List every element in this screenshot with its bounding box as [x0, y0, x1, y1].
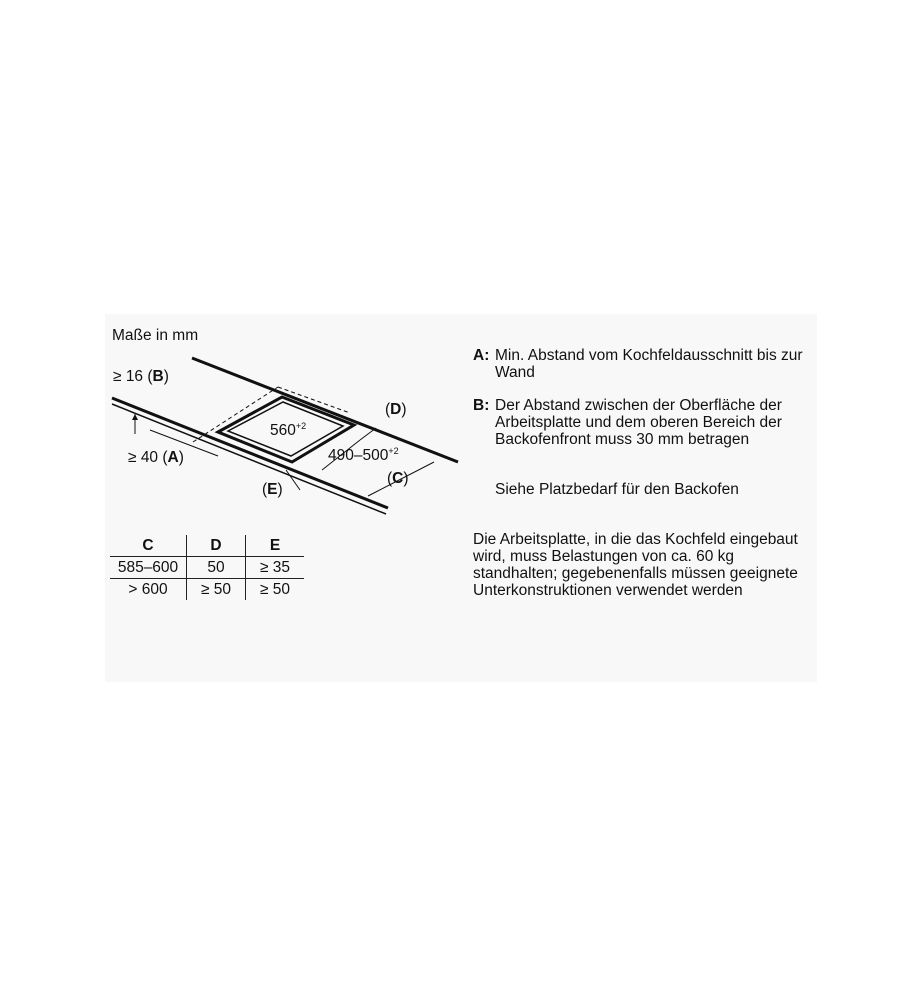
label-b: ≥ 16 (B) — [113, 368, 169, 385]
legend-text-b: Der Abstand zwischen der Oberfläche der Arbeitsplatte und dem oberen Bereich der Backofenfront muss 30 mm betragen — [495, 397, 782, 448]
label-b-letter: B — [152, 368, 164, 385]
note-oven: Siehe Platzbedarf für den Backofen — [495, 481, 739, 498]
depth-tolerance: +2 — [388, 445, 399, 456]
label-depth — [328, 447, 399, 464]
label-d: (D) — [385, 401, 407, 418]
label-a-letter: A — [167, 449, 179, 466]
table-cell: > 600 — [128, 580, 168, 598]
dim-b-arrow — [132, 414, 138, 420]
dimensions-table — [110, 535, 304, 600]
label-c: (C) — [387, 470, 409, 487]
label-e: (E) — [262, 481, 283, 498]
label-e-letter: E — [267, 481, 278, 498]
table-cell: ≥ 50 — [187, 579, 246, 601]
width-tolerance: +2 — [295, 420, 307, 431]
table-cell: 50 — [187, 557, 246, 579]
diagram-title: Maße in mm — [112, 327, 199, 344]
table-cell: ≥ 35 — [246, 557, 305, 579]
label-width — [270, 422, 306, 439]
table-cell: ≥ 50 — [246, 579, 305, 601]
note-worktop: Die Arbeitsplatte, in die das Kochfeld eingebaut wird, muss Belastungen von ca. 60 kg standhalten; gegebenenfalls müssen geeignete Unterkonstruktionen verwendet werden — [473, 531, 798, 599]
table-header-e: E — [246, 535, 305, 557]
label-d-letter: D — [390, 401, 402, 418]
label-a-value: ≥ 40 — [128, 449, 159, 466]
table-header-d: D — [187, 535, 246, 557]
table-header-row — [110, 535, 304, 557]
legend-text-a: Min. Abstand vom Kochfeldausschnitt bis zur Wand — [495, 347, 803, 381]
width-value: 560 — [270, 422, 296, 439]
dim-d-line — [360, 428, 376, 440]
table-cell: 585–600 — [117, 558, 179, 576]
table-header-c: C — [142, 536, 154, 554]
label-a: ≥ 40 (A) — [128, 449, 184, 466]
depth-value: 490–500 — [328, 447, 389, 464]
table-row — [110, 557, 304, 579]
legend-key-a: A: — [473, 347, 490, 364]
table-row — [110, 579, 304, 601]
label-c-letter: C — [392, 470, 404, 487]
label-b-value: ≥ 16 — [113, 368, 144, 385]
legend-key-b: B: — [473, 397, 490, 414]
